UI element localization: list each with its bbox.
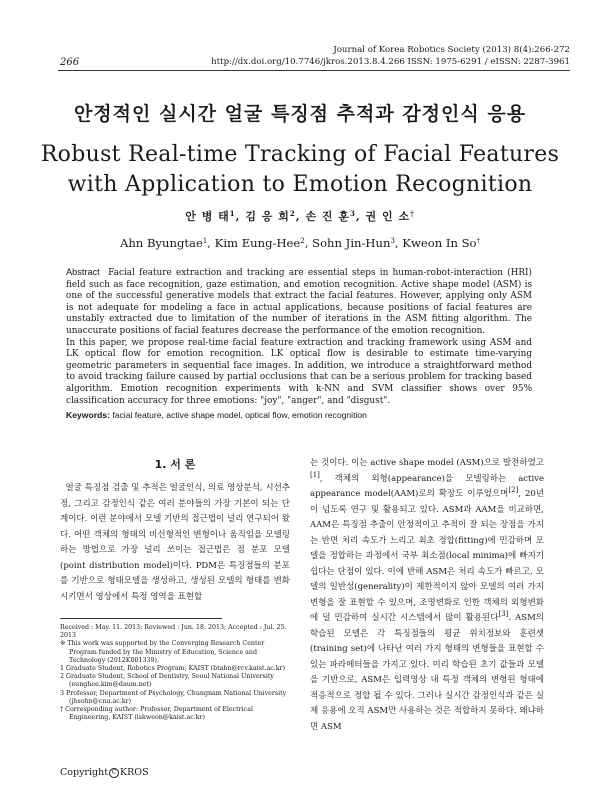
copyright: Copyright C KROS [60,767,149,778]
authors-english: Ahn Byungtae$^1$, Kim Eung-Hee$^2$, Sohn Jin-Hun$^3$, Kweon In So† [119,236,481,250]
body-left-column [60,481,290,605]
copyright-symbol: C [109,768,119,778]
journal-info [200,44,570,68]
footnote-3: 3 Professor, Department of Psychology, Chungnam National University (jhsohn@cnu.ac.kr) [60,689,287,705]
title-english [30,140,570,200]
author-english-1: Ahn Byungtae$^1$ [119,236,208,250]
citation-1: [1] [310,470,320,479]
abstract-paragraph-1: Abstract Facial feature extraction and tracking are essential steps in human-robot-interaction (HRI) field such as face recognition, gaze estimation, and emotion recognition. Active shape model (ASM) is one of the successful generative models that extract the facial features. However, applying only ASM is not adequate for modeling a face in actual applications, because positions of facial features are unstably extracted due to limitation of the number of iterations in the ASM fitting algorithm. The unaccurate positions of facial features decrease the performance of the emotion recognition. [66,267,532,336]
author-english-3: Sohn Jin-Hun$^3$ [312,236,395,250]
footnotes [60,624,292,722]
citation-3: [3] [498,610,509,618]
abstract-paragraph-2: In this paper, we propose real-time facial feature extraction and tracking framework using ASM and LK optical flow for emotion recognition. LK optical flow is desirable to estimate time-varying geometric parameters in sequential face images. In addition, we introduce a straightforward method to avoid tracking failure caused by partial occlusions that can be a serious problem for tracking based algorithm. Emotion recognition experiments with k-NN and SVM classifier shows over 95% classification accuracy for three emotions: "joy", "anger", and "disgust". [66,337,532,406]
journal-doi-issn: http://dx.doi.org/10.7746/jkros.2013.8.4.266 ISSN: 1975-6291 / eISSN: 2287-3961 [211,57,570,67]
journal-citation: Journal of Korea Robotics Society (2013) 8(4):266-272 [333,45,570,55]
title-english-line2: with Application to Emotion Recognition [67,172,533,197]
footnote-corresponding: † Corresponding author: Professor, Department of Electrical Engineering, KAIST (iskweon@kaist.ac.kr) [60,706,253,722]
author-english-2: Kim Eung-Hee$^2$ [214,236,305,250]
title-english-line1: Robust Real-time Tracking of Facial Features [40,142,560,167]
keywords [66,410,536,420]
title-korean: 안정적인 실시간 얼굴 특징점 추적과 감정인식 응용 [73,103,527,125]
author-korean-1: 안 병 태$^1$ [185,209,236,223]
footnote-received: Received : May. 11. 2013; Reviewed : Jun. 18. 2013; Accepted : Jul. 25. 2013 [60,624,287,640]
intro-paragraph-1: 얼굴 특징점 검출 및 추적은 얼굴인식, 의료 영상분석, 시선추정, 그리고 감정인식 같은 여러 분야들의 가장 기본이 되는 단계이다. 이런 분야에서 모델 기반의 접근법이 널리 연구되어 왔다. 어떤 객체의 형태의 비선형적인 변형이나 움직임을 모델링하는 방법으로 가장 널리 쓰이는 접근법은 점 분포 모델 (point distribution model)이다. PDM은 특징점들의 분포를 기반으로 형태모델을 생성하고, 생성된 모델의 형태를 변화시키면서 영상에서 특정 영역을 표현할 [60,483,291,602]
page-number: 266 [60,57,80,68]
header-rule [58,70,570,71]
footnote-funding: ※ This work was supported by the Converging Research Center Program funded by the Ministry of Education, Science and Technology (2012K001339). [60,640,265,664]
footnote-1: 1 Graduate Student, Robotics Program, KAIST (btahn@rcv.kaist.ac.kr) [60,665,286,673]
author-korean-4: 권 인 소† [365,209,415,223]
citation-2: [2] [508,486,519,494]
keywords-list: facial feature, active shape model, optical flow, emotion recognition [112,410,367,420]
author-korean-3: 손 진 훈$^3$ [305,209,356,223]
abstract-label: Abstract [66,267,100,277]
abstract [66,267,532,407]
authors-korean: 안 병 태$^1$, 김 응 희$^2$, 손 진 훈$^3$, 권 인 소† [185,209,415,223]
author-english-4: Kweon In So† [402,236,481,250]
keywords-label: Keywords: [66,410,110,420]
intro-paragraph-1-cont: 는 것이다. 이는 active shape model (ASM)으로 발전하였고[1], 객체의 외형(appearance)을 모델링하는 active appearance model(AAM)로의 확장도 이루었으며[2], 20년이 넘도록 연구 및 활용되고 있다. ASM과 AAM을 비교하면, AAM은 특징점 추출이 안정적이고 추적이 잘 되는 장점을 가지는 반면 처리 속도가 느리고 최초 정합(fitting)에 민감하며 모델을 정합하는 과정에서 국부 최소점(local minima)에 빠지기 쉽다는 단점이 있다. 이에 반해 ASM은 처리 속도가 빠르고, 모델의 일반성(generality)이 제한적이지 않아 모델의 여러 가지 변형을 잘 표현할 수 있으며, 조명변화로 인한 객체의 외형변화에 덜 민감하여 실시간 시스템에서 많이 활용된다[3]. ASM의 학습된 모델은 각 특징점들의 평균 위치정보와 훈련셋(training set)에 나타난 여러 가지 형태의 변형들을 표현할 수 있는 파라메터들을 가지고 있다. 미리 학습된 초기 값들과 모델을 기반으로, ASM은 입력영상 내 특정 객체의 변형된 형태에 적응적으로 정합 될 수 있다. 그러나 실시간 감정인식과 같은 실제 응용에 오직 ASM만 사용하는 것은 적합하지 못하다. 왜냐하면 ASM [310,458,545,732]
section-heading-introduction: 1. 서 론 [154,458,196,471]
body-right-column [310,456,544,735]
footnote-2: 2 Graduate Student, School of Dentistry, Seoul National University (eunghee.kim@daum.net) [60,673,274,689]
footnote-rule [60,618,222,619]
author-korean-2: 김 응 희$^2$ [245,209,296,223]
